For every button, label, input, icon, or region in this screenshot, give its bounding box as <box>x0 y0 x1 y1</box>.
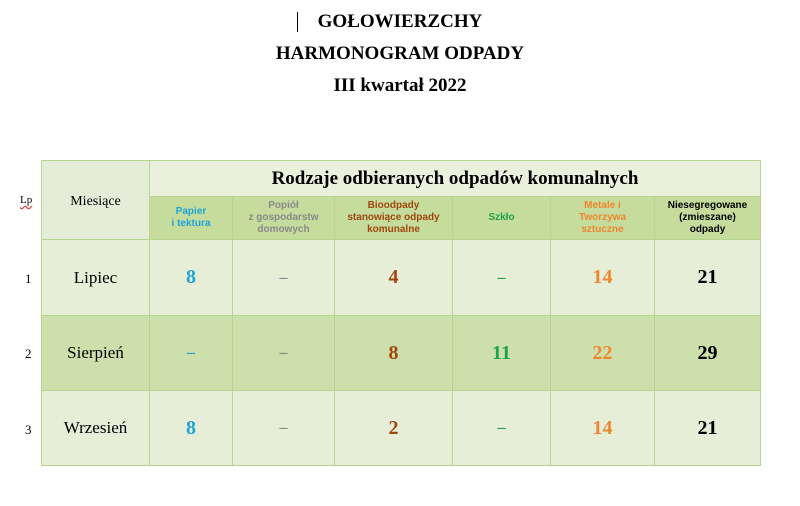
pickup-day-cell: 21 <box>655 240 761 316</box>
pickup-day-cell: – <box>233 240 335 316</box>
pickup-day-cell: – <box>453 391 551 466</box>
table-row <box>42 316 761 391</box>
lp-number: 3 <box>25 422 32 437</box>
pickup-day-cell: 8 <box>150 391 233 466</box>
month-cell: Lipiec <box>42 240 150 316</box>
waste-types-header: Rodzaje odbieranych odpadów komunalnych <box>150 161 761 197</box>
pickup-day-cell: 11 <box>453 316 551 391</box>
category-header-cell: Bioodpady stanowiące odpady komunalne <box>335 197 453 240</box>
month-column-header: Miesiące <box>42 161 150 240</box>
title-schedule: HARMONOGRAM ODPADY <box>275 43 525 64</box>
category-header-cell: Niesegregowane (zmieszane) odpady <box>655 197 761 240</box>
pickup-day-cell: 29 <box>655 316 761 391</box>
pickup-day-cell: 4 <box>335 240 453 316</box>
lp-number: 1 <box>25 271 32 286</box>
pickup-day-cell: 22 <box>551 316 655 391</box>
title-quarter: III kwartał 2022 <box>333 75 467 96</box>
pickup-day-cell: – <box>453 240 551 316</box>
category-header-cell: Popiół z gospodarstw domowych <box>233 197 335 240</box>
table-row <box>42 240 761 316</box>
category-header-cell: Papier i tektura <box>150 197 233 240</box>
pickup-day-cell: 2 <box>335 391 453 466</box>
pickup-day-cell: 21 <box>655 391 761 466</box>
lp-column-header: Lp <box>20 194 33 206</box>
pickup-day-cell: – <box>233 391 335 466</box>
category-header-cell: Szkło <box>453 197 551 240</box>
pickup-day-cell: 14 <box>551 391 655 466</box>
month-cell: Sierpień <box>42 316 150 391</box>
pickup-day-cell: 14 <box>551 240 655 316</box>
pickup-day-cell: – <box>150 316 233 391</box>
pickup-day-cell: 8 <box>335 316 453 391</box>
document-title <box>0 6 800 102</box>
table-row <box>42 391 761 466</box>
pickup-day-cell: – <box>233 316 335 391</box>
category-header-cell: Metale i Tworzywa sztuczne <box>551 197 655 240</box>
text-cursor <box>297 12 298 32</box>
schedule-table <box>41 160 761 466</box>
lp-number: 2 <box>25 346 32 361</box>
pickup-day-cell: 8 <box>150 240 233 316</box>
month-cell: Wrzesień <box>42 391 150 466</box>
title-location: GOŁOWIERZCHY <box>317 11 483 32</box>
category-header-row <box>42 197 761 240</box>
